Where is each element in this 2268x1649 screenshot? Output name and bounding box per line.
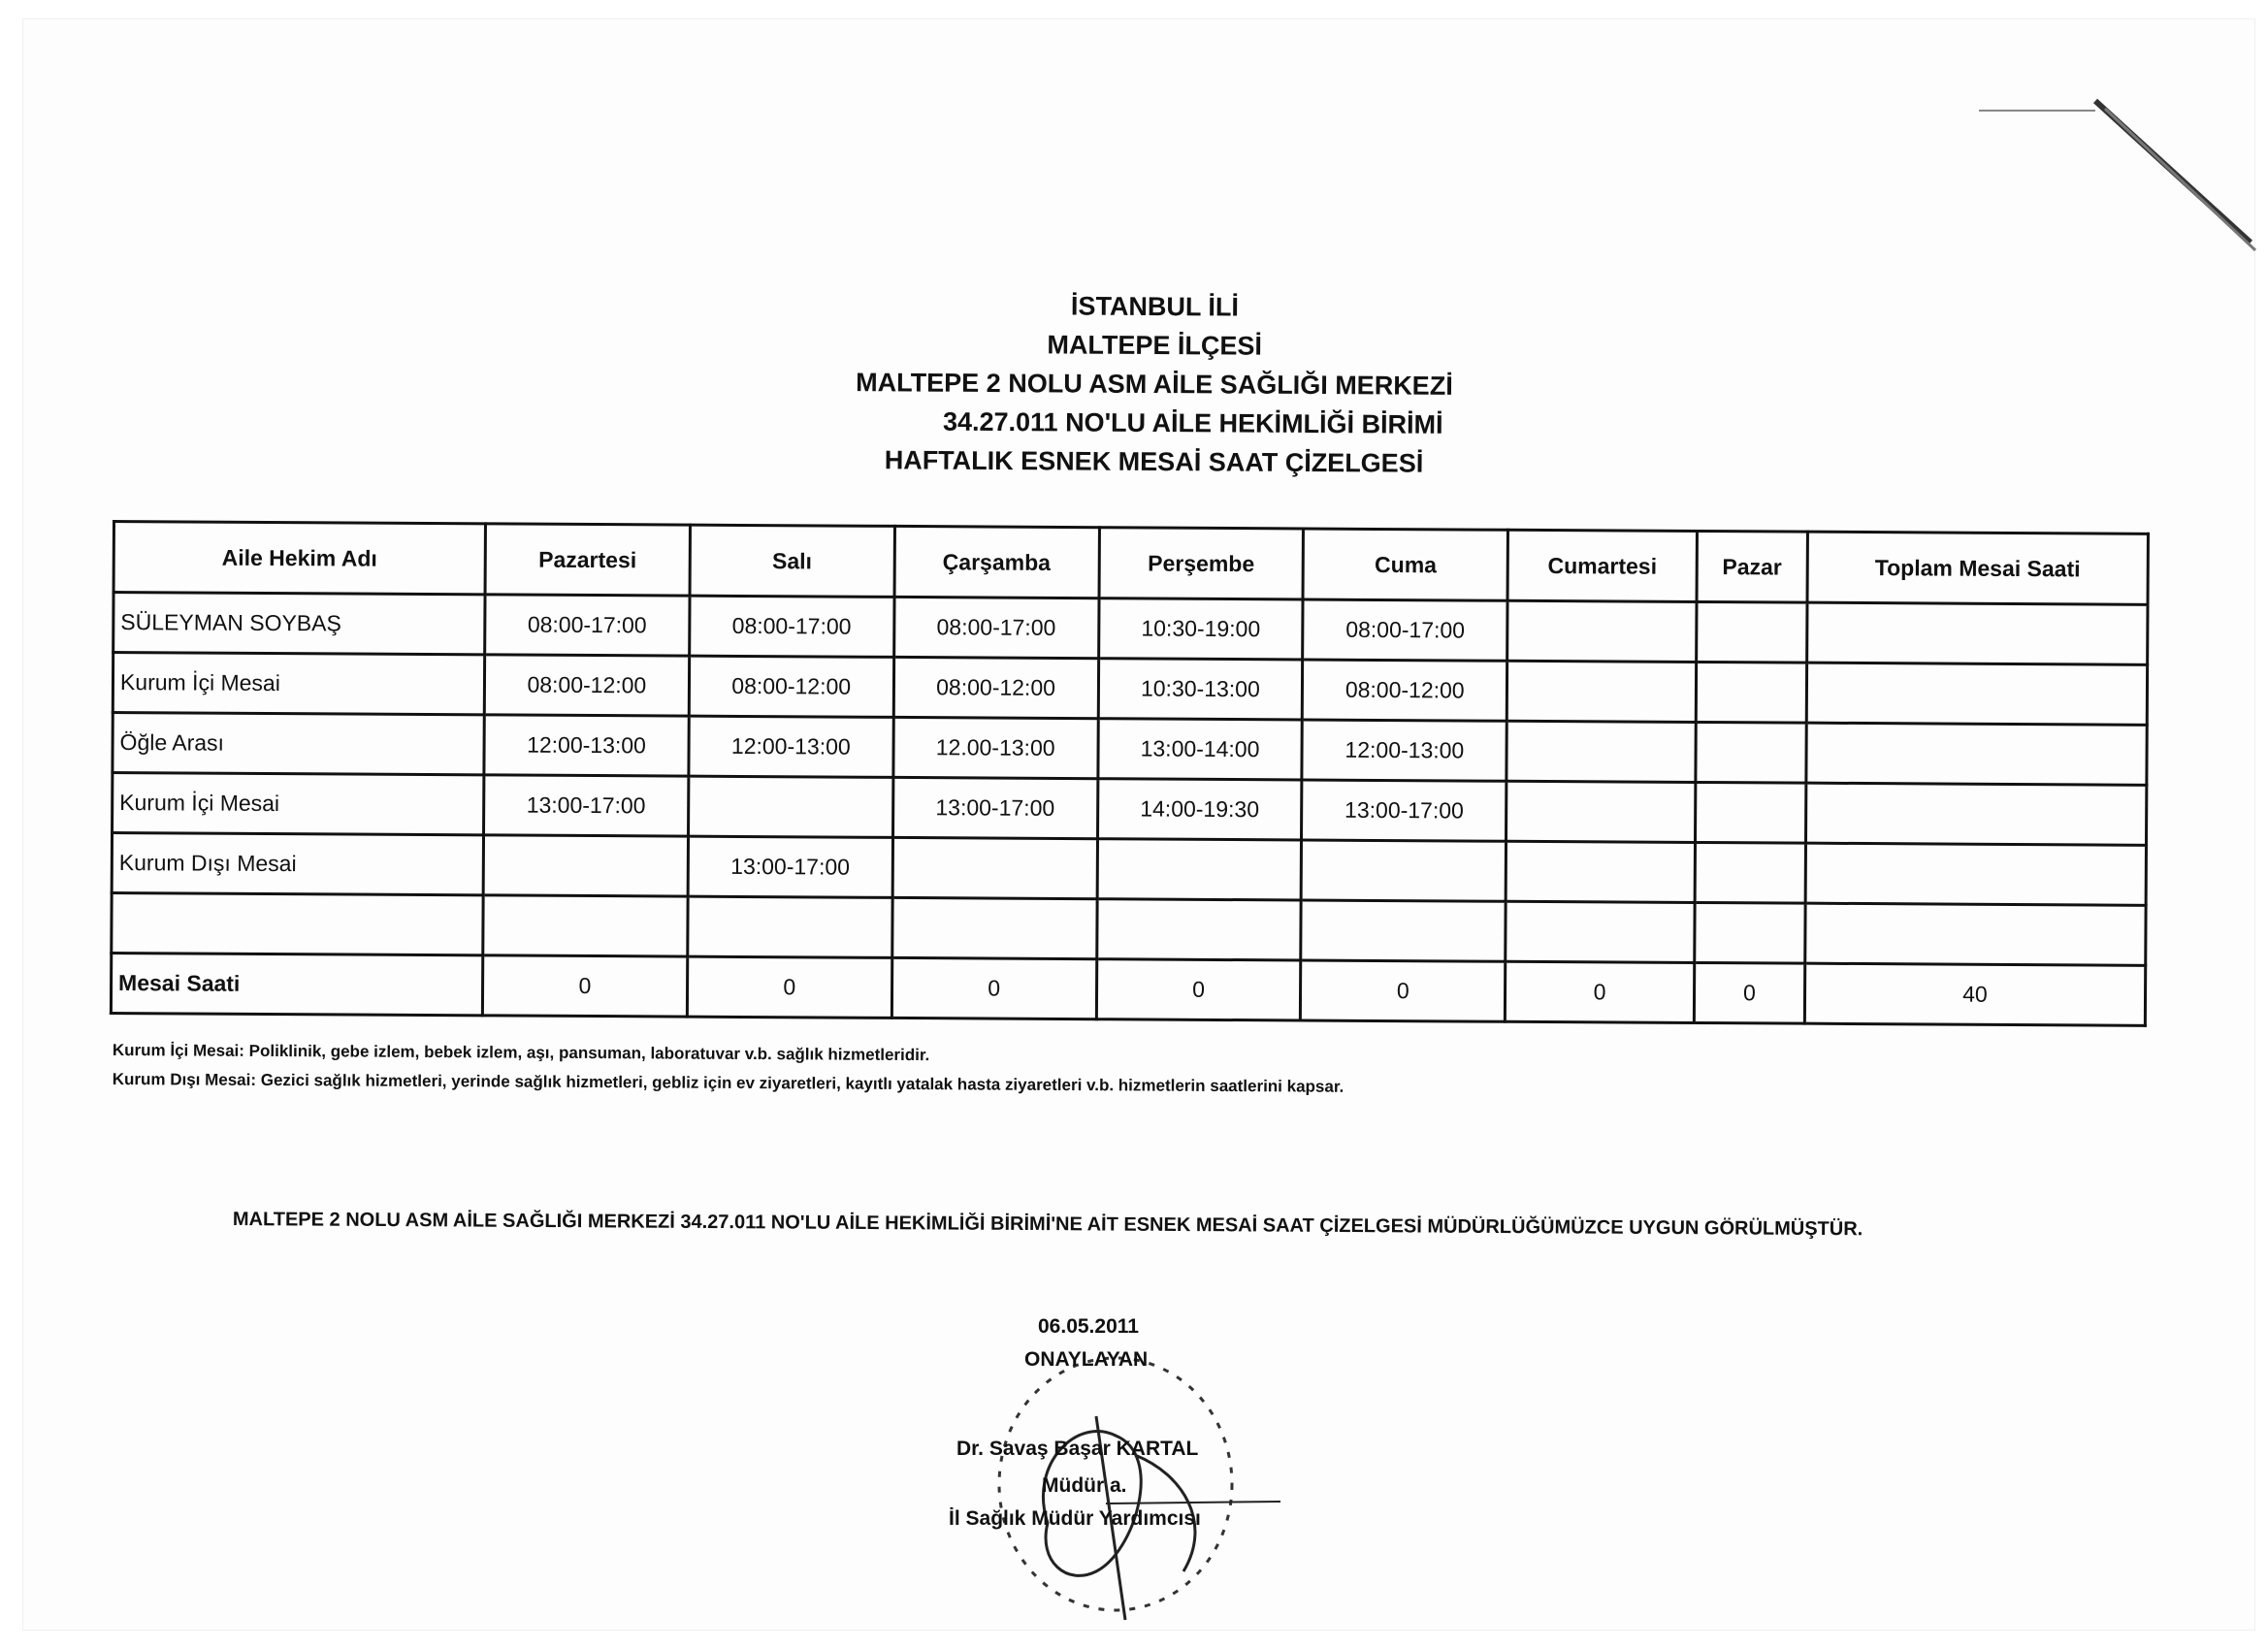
table-cell: 13:00-17:00 [1302,780,1507,841]
table-cell: Mesai Saati [111,954,482,1016]
table-cell: Kurum İçi Mesai [113,773,484,835]
table-cell: 40 [1804,963,2145,1025]
table-cell [112,893,483,955]
footnote-label: Kurum İçi Mesai: [112,1040,245,1060]
table-cell: SÜLEYMAN SOYBAŞ [113,593,485,655]
col-header-friday: Cuma [1303,529,1507,600]
table-cell: Kurum İçi Mesai [113,653,484,715]
header-province: İSTANBUL İLİ [1070,291,1240,322]
table-cell: 0 [482,955,687,1017]
col-header-doctor: Aile Hekim Adı [113,522,485,595]
table-cell: 12.00-13:00 [893,717,1098,778]
table-cell [1695,782,1805,843]
table-cell [1805,903,2146,965]
table-cell: 08:00-12:00 [893,657,1098,718]
table-cell: 13:00-17:00 [892,777,1097,838]
table-cell [688,776,892,837]
header-center: MALTEPE 2 NOLU ASM AİLE SAĞLIĞI MERKEZİ [856,368,1453,401]
table-cell [1806,663,2147,725]
table-header-row [113,522,2148,605]
table-cell: 10:30-19:00 [1098,598,1303,660]
table-cell [1507,721,1696,782]
table-cell [1805,783,2146,845]
header-title: HAFTALIK ESNEK MESAİ SAAT ÇİZELGESİ [884,445,1424,478]
signatory-role: İl Sağlık Müdür Yardımcısı [949,1507,1201,1530]
header-district: MALTEPE İLÇESİ [1047,330,1263,361]
table-cell [688,896,892,957]
table-cell: 10:30-13:00 [1098,659,1303,720]
scan-corner-mark [1979,87,2260,262]
signatory-name: Dr. Savaş Başar KARTAL [956,1438,1199,1460]
table-cell: 08:00-12:00 [1303,660,1507,721]
approval-statement: MALTEPE 2 NOLU ASM AİLE SAĞLIĞI MERKEZİ 34.27.011 NO'LU AİLE HEKİMLİĞİ BİRİMİ'NE AİT ESNEK MESAİ SAAT ÇİZELGESİ MÜDÜRLÜĞÜMÜZCE UYGUN GÖRÜLMÜŞTÜR. [232,1209,1863,1241]
table-cell [1507,661,1696,722]
table-cell: 12:00-13:00 [689,716,893,777]
table-cell [1695,902,1805,963]
footnote-label: Kurum Dışı Mesai: [112,1069,257,1089]
table-cell [1696,722,1806,783]
table-cell [1507,600,1697,662]
col-header-sunday: Pazar [1697,531,1808,602]
table-cell: 12:00-13:00 [1302,720,1507,781]
table-cell [1696,662,1806,723]
table-cell [891,897,1096,958]
table-cell: 08:00-17:00 [1303,599,1507,661]
table-cell [892,837,1097,898]
table-cell: 08:00-17:00 [893,597,1098,658]
table-cell [483,835,688,896]
table-cell: 08:00-17:00 [689,596,893,657]
table-cell: 0 [1301,960,1506,1021]
col-header-monday: Pazartesi [485,524,690,596]
col-header-total: Toplam Mesai Saati [1807,532,2149,604]
table-cell: 13:00-14:00 [1097,719,1302,780]
table-cell: Öğle Arası [113,713,484,775]
table-cell [1301,900,1506,961]
col-header-wednesday: Çarşamba [894,526,1099,598]
approved-by-label: ONAYLAYAN [1024,1348,1149,1371]
table-cell [1696,601,1806,663]
table-cell [1695,842,1805,903]
table-cell [1097,839,1302,900]
official-stamp-seal [989,1329,1280,1639]
document-header [542,283,1766,485]
schedule-table [110,520,2150,1027]
table-cell [1805,843,2146,905]
table-cell: 12:00-13:00 [484,715,689,776]
table-cell [1506,901,1695,962]
footnotes [113,1036,1345,1102]
footnote-text: Poliklinik, gebe izlem, bebek izlem, aşı, pansuman, laboratuvar v.b. sağlık hizmetleridir. [243,1041,930,1065]
footnote-text: Gezici sağlık hizmetleri, yerinde sağlık hizmetleri, gebliz için ev ziyaretleri, kayıtlı yatalak hasta ziyaretleri v.b. hizmetlerin saatlerini kapsar. [255,1070,1345,1096]
table-cell: 13:00-17:00 [688,836,892,897]
table-cell: 0 [687,956,891,1018]
table-cell: Kurum Dışı Mesai [112,833,483,895]
col-header-saturday: Cumartesi [1507,530,1697,601]
table-cell [1302,840,1507,901]
table-cell: 0 [891,957,1096,1018]
signatory-title: Müdür a. [1042,1474,1127,1497]
table-cell [1096,899,1301,960]
table-cell: 0 [1506,961,1695,1022]
table-cell [1507,781,1696,842]
table-total-row [111,954,2145,1026]
approval-date: 06.05.2011 [1038,1315,1139,1338]
table-cell: 13:00-17:00 [484,775,689,836]
table-cell [1806,723,2147,785]
table-cell: 08:00-12:00 [689,656,893,717]
header-unit: 34.27.011 NO'LU AİLE HEKİMLİĞİ BİRİMİ [942,406,1443,439]
table-cell [1807,602,2148,664]
table-cell: 0 [1694,962,1804,1023]
col-header-thursday: Perşembe [1099,528,1304,599]
col-header-tuesday: Salı [690,525,894,597]
table-cell: 14:00-19:30 [1097,779,1302,840]
table-cell: 08:00-17:00 [485,595,690,656]
table-cell [1506,841,1695,902]
table-cell [483,895,688,956]
table-cell: 0 [1096,959,1301,1020]
table-cell: 08:00-12:00 [484,655,689,716]
